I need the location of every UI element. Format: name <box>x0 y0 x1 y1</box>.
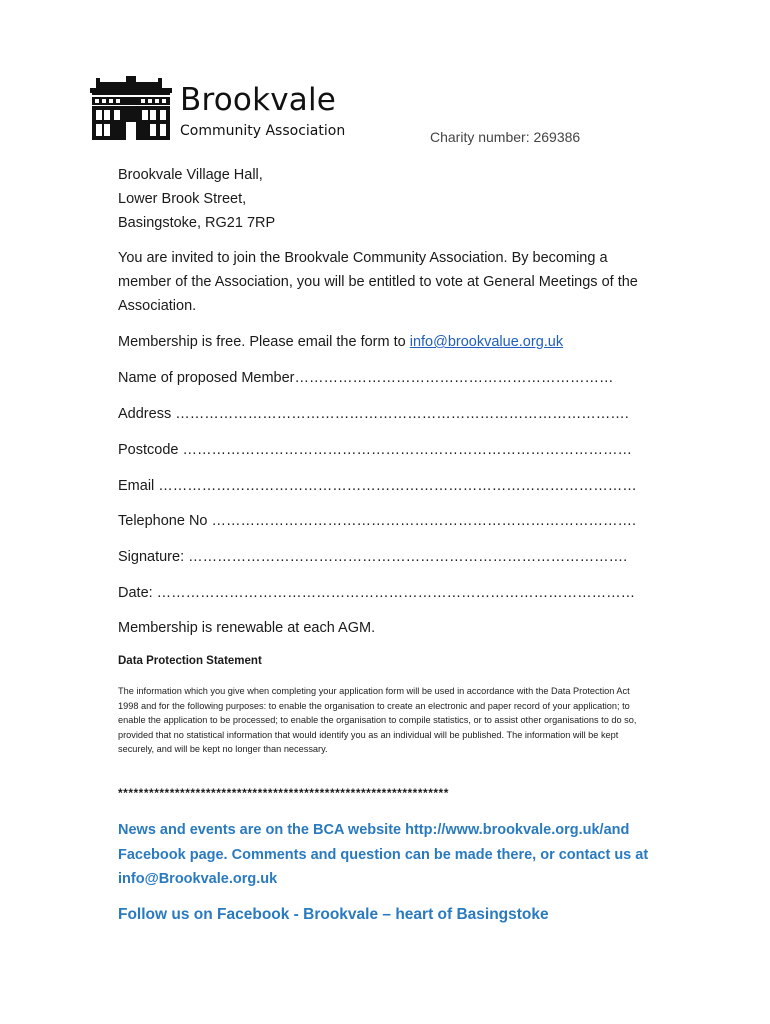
separator-line: **************************************************************** <box>118 786 449 800</box>
field-signature[interactable]: Signature: ………………………………………………………………………………. <box>118 549 628 565</box>
renewal-note: Membership is renewable at each AGM. <box>118 620 376 636</box>
field-postcode[interactable]: Postcode ………………………………………………………………………………… <box>118 442 632 458</box>
logo-subtitle: Community Association <box>180 123 346 139</box>
address-line-3: Basingstoke, RG21 7RP <box>118 215 276 231</box>
field-date[interactable]: Date: ……………………………………………………………………………………… <box>118 585 636 601</box>
invitation-paragraph: You are invited to join the Brookvale Community Association. By becoming a member of the Association, you will be entitled to vote at General Meetings of the Association. <box>118 250 638 314</box>
brookvale-house-logo-icon <box>86 76 176 142</box>
membership-free-paragraph <box>118 330 658 354</box>
email-link[interactable]: info@brookvalue.org.uk <box>409 334 564 350</box>
membership-free-text: Membership is free. Please email the form to <box>118 334 410 350</box>
data-protection-body: The information which you give when completing your application form will be used in accordance with the Data Protection Act 1998 and for the following purposes: to enable the organisation to create an electronic and paper record of your application; to enable the application to be processed; to enable the organisation to compile statistics, or to assist other organisations to do so, provided that no statistical information that would identify you as an individual will be published. The information will be kept securely, and will be kept no longer than necessary. <box>118 686 637 754</box>
data-protection-title: Data Protection Statement <box>118 655 262 667</box>
field-address[interactable]: Address …………………………………………………………………………………. <box>118 406 629 422</box>
field-telephone[interactable]: Telephone No ……………………………………………………………………………. <box>118 513 637 529</box>
charity-number: Charity number: 269386 <box>430 129 581 145</box>
news-paragraph: News and events are on the BCA website http://www.brookvale.org.uk/and Facebook page. Comments and question can be made there, or contact us at info@Brookvale.org.uk <box>118 822 649 887</box>
logo-name: Brookvale <box>180 82 337 118</box>
address-line-1: Brookvale Village Hall, <box>118 167 263 183</box>
postal-address <box>118 163 275 235</box>
address-line-2: Lower Brook Street, <box>118 191 247 207</box>
follow-facebook-line: Follow us on Facebook - Brookvale – heart of Basingstoke <box>118 906 549 923</box>
field-email[interactable]: Email ……………………………………………………………………………………… <box>118 478 637 494</box>
field-name[interactable]: Name of proposed Member………………………………………………………… <box>118 370 614 386</box>
